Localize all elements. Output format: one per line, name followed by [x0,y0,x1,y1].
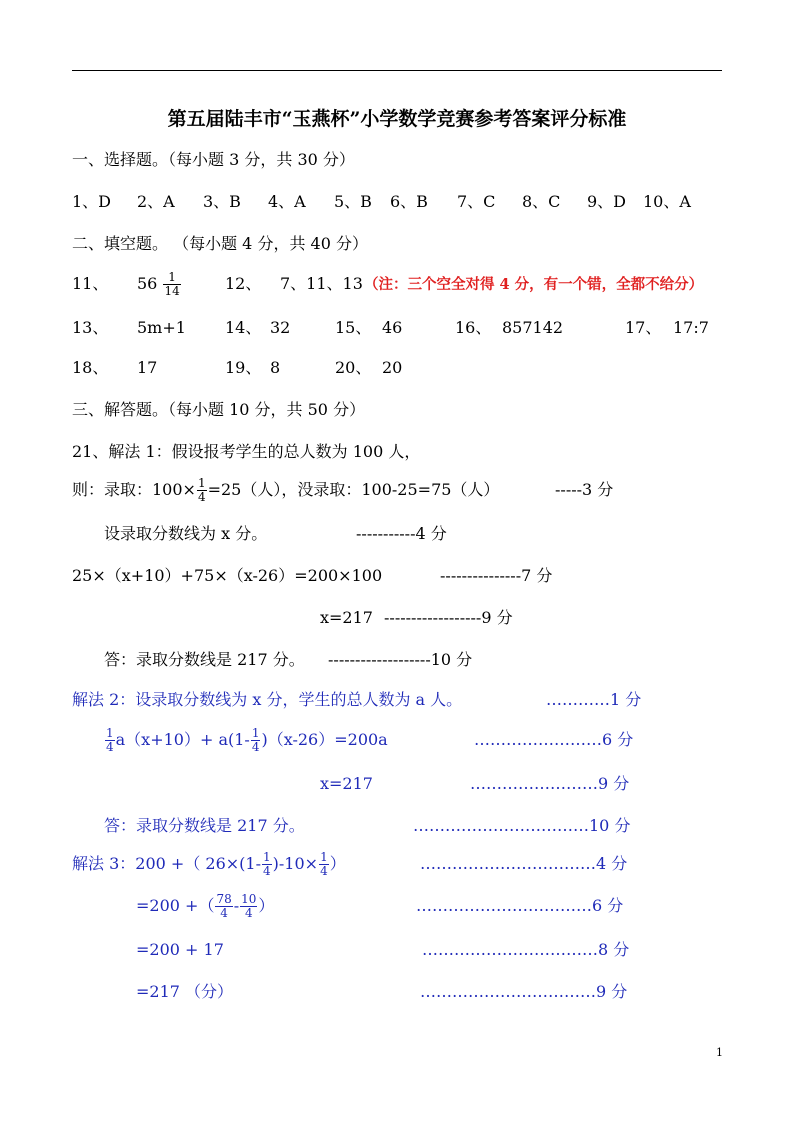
score-marker: ……………………………10 分 [413,816,631,835]
method1-intro: 21、解法 1：假设报考学生的总人数为 100 人， [72,442,421,461]
q11-numerator: 1 [163,271,180,285]
minus-sign: - [233,896,240,915]
score-marker: -------------------10 分 [328,650,473,669]
score-marker: ……………………………9 分 [420,982,628,1001]
q11-whole: 56 [137,274,158,293]
choice-answer: 2、A [137,192,175,211]
method1-line1-text: 则：录取：100× [72,480,196,499]
q16-answer: 857142 [502,318,564,337]
q19-answer: 8 [270,358,281,377]
score-marker: ……………………9 分 [470,774,630,793]
q13-answer: 5m+1 [137,318,186,337]
method2-intro: 解法 2：设录取分数线为 x 分，学生的总人数为 a 人。 [72,690,463,709]
choice-answer: 3、B [203,192,241,211]
method2-equation [104,720,388,760]
score-marker: ------------------9 分 [384,608,513,627]
choice-answer: 7、C [457,192,496,211]
method3-line1-text: 200 +（ 26×(1- [135,854,261,873]
fraction [215,893,232,920]
method2-solution: x=217 [320,774,373,793]
score-marker: ---------------7 分 [440,566,553,585]
denominator: 4 [220,906,228,920]
denominator: 4 [320,864,328,878]
method3-line2-text: =200 +（ [136,896,215,915]
score-marker: ……………………………4 分 [420,854,628,873]
choice-answer: 9、D [587,192,627,211]
fraction [240,893,257,920]
numerator: 1 [251,726,260,740]
method1-answer: 答：录取分数线是 217 分。 [104,650,305,669]
method1-line2: 设录取分数线为 x 分。 [104,524,268,543]
method3-line3: =200 + 17 [136,940,224,959]
method1-line1 [72,470,499,510]
section2-heading: 二、填空题。 （每小题 4 分，共 40 分） [72,234,368,253]
score-marker: ……………………………8 分 [422,940,630,959]
denominator: 4 [263,864,271,878]
q15-label: 15、 [335,318,372,337]
method2-answer: 答：录取分数线是 217 分。 [104,816,305,835]
numerator: 1 [320,850,328,864]
method3-line1-text: ） [329,854,346,873]
q12-answer: 7、11、13 [280,274,363,293]
method1-equation: 25×（x+10）+75×（x-26）=200×100 [72,566,383,585]
q15-answer: 46 [382,318,403,337]
q17-answer: 17:7 [673,318,709,337]
header-rule [72,70,722,71]
score-marker: -----3 分 [555,480,614,499]
q11-answer [137,264,182,304]
numerator: 10 [241,892,257,906]
q18-label: 18、 [72,358,109,377]
q11-denominator: 14 [164,284,180,298]
method1-line1-text: =25（人），没录取：100-25=75（人） [207,480,500,499]
section1-heading: 一、选择题。（每小题 3 分，共 30 分） [72,150,355,169]
page-title: 第五届陆丰市“玉燕杯”小学数学竞赛参考答案评分标准 [167,108,627,130]
choice-answer: 6、B [390,192,428,211]
score-marker: -----------4 分 [356,524,447,543]
q11-label: 11、 [72,274,109,293]
method3-line1 [72,844,346,884]
q19-label: 19、 [225,358,262,377]
method2-equation-text: a（x+10）+ a(1- [115,730,250,749]
q17-label: 17、 [625,318,662,337]
section3-heading: 三、解答题。（每小题 10 分，共 50 分） [72,400,366,419]
fraction [105,727,115,754]
choice-answer: 4、A [268,192,306,211]
q16-label: 16、 [455,318,492,337]
q18-answer: 17 [137,358,158,377]
method2-equation-text: )（x-26）=200a [261,730,388,749]
q13-label: 13、 [72,318,109,337]
method3-line2-text: ） [258,896,275,915]
score-marker: ……………………………6 分 [416,896,624,915]
method3-line1-text: )-10× [272,854,319,873]
choice-answer: 5、B [334,192,372,211]
q20-label: 20、 [335,358,372,377]
fraction [251,727,261,754]
denominator: 4 [197,490,206,504]
q12-note: （注：三个空全对得 4 分，有一个错，全都不给分） [364,276,704,293]
choice-answer: 10、A [643,192,691,211]
denominator: 4 [244,906,253,920]
page-number: 1 [716,1046,723,1059]
choice-answer: 1、D [72,192,112,211]
numerator: 1 [263,850,271,864]
q14-answer: 32 [270,318,291,337]
q12-label: 12、 [225,274,262,293]
choice-answer: 8、C [522,192,561,211]
fraction [262,851,272,878]
numerator: 1 [197,476,206,490]
method1-solution: x=217 [320,608,373,627]
method3-label: 解法 3： [72,854,136,873]
method3-line2 [136,886,274,926]
denominator: 4 [106,740,114,754]
fraction [197,477,207,504]
numerator: 78 [216,892,232,906]
fraction [319,851,329,878]
denominator: 4 [251,740,260,754]
score-marker: ……………………6 分 [474,730,634,749]
score-marker: …………1 分 [546,690,642,709]
q14-label: 14、 [225,318,262,337]
method3-line4: =217 （分） [136,982,234,1001]
numerator: 1 [106,726,114,740]
q11-fraction [163,271,180,298]
q20-answer: 20 [382,358,403,377]
